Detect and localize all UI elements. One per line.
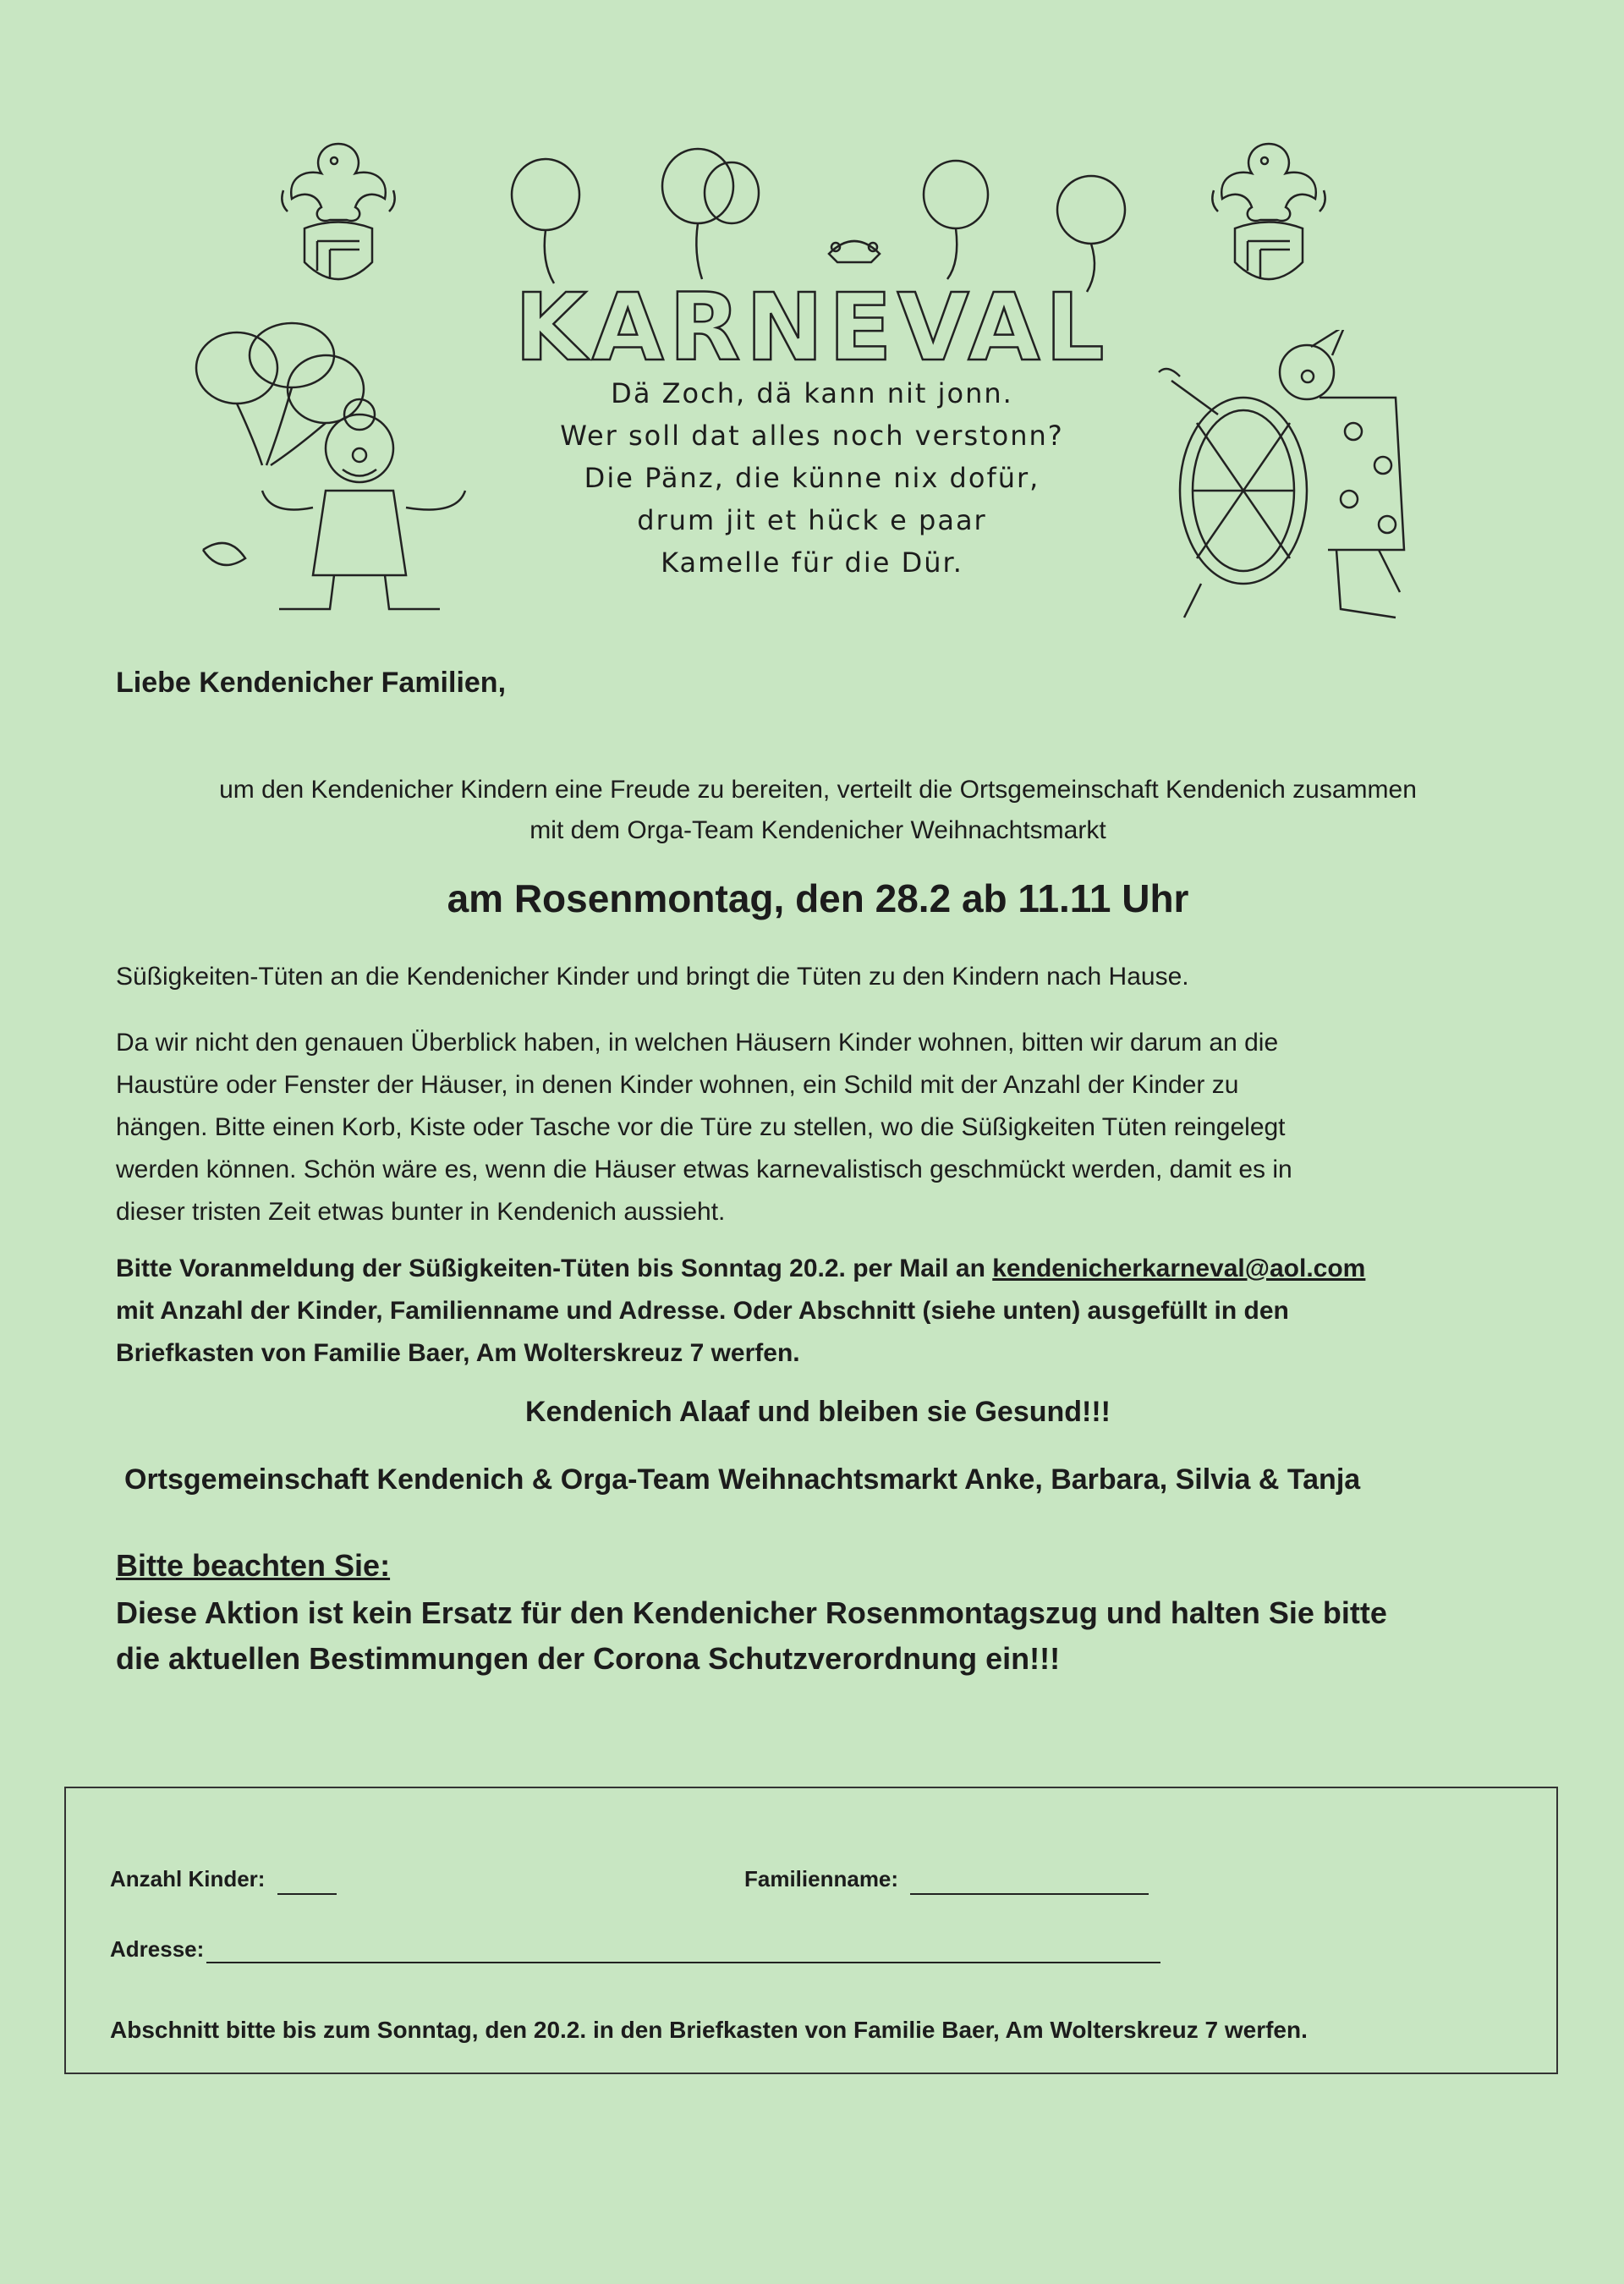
notice-line: Diese Aktion ist kein Ersatz für den Kendenicher Rosenmontagszug und halten Sie bitte [116, 1595, 1387, 1630]
address-label: Adresse: [110, 1936, 205, 1962]
crest-left-icon [254, 127, 423, 313]
notice-line: die aktuellen Bestimmungen der Corona Schutzverordnung ein!!! [116, 1641, 1061, 1676]
karneval-title-art [474, 135, 1150, 389]
paragraph-registration [116, 1248, 1554, 1375]
cheer-line: Kendenich Alaaf und bleiben sie Gesund!!! [524, 1396, 1111, 1428]
form-footer-note: Abschnitt bitte bis zum Sonntag, den 20.2. in den Briefkasten von Familie Baer, Am Wolterskreuz 7 werfen. [110, 2017, 1308, 2043]
intro-text [116, 770, 1520, 851]
poem-line: Die Pänz, die künne nix dofür, [584, 462, 1040, 494]
address-field[interactable] [206, 1962, 1160, 1963]
paragraph-line: hängen. Bitte einen Korb, Kiste oder Tasche vor die Türe zu stellen, wo die Süßigkeiten Tüten reingelegt [116, 1113, 1286, 1141]
intro-line: um den Kendenicher Kindern eine Freude zu bereiten, verteilt die Ortsgemeinschaft Kendenich zusammen [219, 776, 1417, 804]
paragraph-line: Da wir nicht den genauen Überblick haben, in welchen Häusern Kinder wohnen, bitten wir darum an die [116, 1029, 1279, 1057]
balloon-icon [662, 149, 733, 223]
family-name-field[interactable] [910, 1893, 1149, 1895]
event-headline: am Rosenmontag, den 28.2 ab 11.11 Uhr [447, 876, 1189, 920]
poem-line: Wer soll dat alles noch verstonn? [560, 420, 1064, 452]
paragraph-instructions [116, 1022, 1554, 1233]
poem-line: Kamelle für die Dür. [661, 546, 963, 579]
paragraph-line: Haustüre oder Fenster der Häuser, in denen Kinder wohnen, ein Schild mit der Anzahl der Kinder zu [116, 1071, 1239, 1099]
balloon-icon [1057, 176, 1125, 244]
poem-line: Dä Zoch, dä kann nit jonn. [611, 377, 1013, 409]
poem-line: drum jit et hück e paar [637, 504, 987, 536]
notice-heading: Bitte beachten Sie: [116, 1548, 391, 1583]
intro-line: mit dem Orga-Team Kendenicher Weihnachtsmarkt [529, 816, 1106, 844]
paragraph-line: dieser tristen Zeit etwas bunter in Kendenich aussieht. [116, 1198, 726, 1226]
paragraph-sweets: Süßigkeiten-Tüten an die Kendenicher Kinder und bringt die Tüten zu den Kindern nach Hause. [116, 963, 1189, 991]
registration-form [64, 1787, 1558, 2074]
paragraph-line: werden können. Schön wäre es, wenn die Häuser etwas karnevalistisch geschmückt werden, damit es in [116, 1156, 1292, 1183]
signature-line: Ortsgemeinschaft Kendenich & Orga-Team Weihnachtsmarkt Anke, Barbara, Silvia & Tanja [124, 1463, 1361, 1496]
drummer-clown-icon [1150, 330, 1438, 634]
notice-body [116, 1590, 1554, 1682]
children-count-field[interactable] [277, 1893, 337, 1895]
carnival-poem [474, 372, 1150, 584]
paragraph-line [116, 1248, 1554, 1290]
crest-right-icon [1184, 127, 1353, 313]
greeting: Liebe Kendenicher Familien, [116, 667, 507, 699]
paragraph-line: mit Anzahl der Kinder, Familienname und Adresse. Oder Abschnitt (siehe unten) ausgefüllt in den [116, 1297, 1289, 1325]
children-count-label: Anzahl Kinder: [110, 1866, 266, 1891]
paragraph-line: Briefkasten von Familie Baer, Am Wolterskreuz 7 werfen. [116, 1339, 800, 1367]
family-name-label: Familienname: [744, 1866, 899, 1891]
karneval-title-text: KARNEVAL [514, 273, 1110, 382]
email-link[interactable]: kendenicherkarneval@aol.com [992, 1255, 1366, 1282]
registration-text: Bitte Voranmeldung der Süßigkeiten-Tüten bis Sonntag 20.2. per Mail an [116, 1255, 993, 1282]
balloon-icon [512, 159, 579, 230]
balloon-icon [924, 161, 988, 228]
